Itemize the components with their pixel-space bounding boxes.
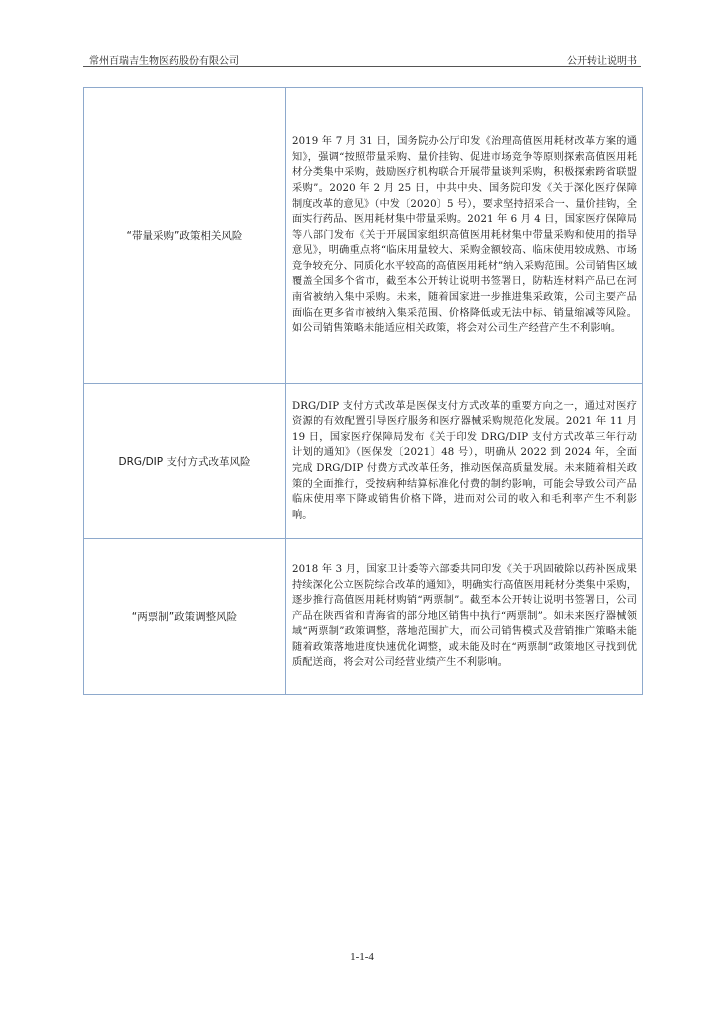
risk-description: 2019 年 7 月 31 日，国务院办公厅印发《治理高值医用耗材改革方案的通知》，强调“按照带量采购、量价挂钩、促进市场竞争等原则探索高值医用耗材分类集中采购，鼓励医疗机构联合开展带量谈判采购，积极探索跨省联盟采购”。2020 年 2 月 25 日，中共中央、国务院印发《关于深化医疗保障制度改革的意见》（中发〔2020〕5 号），要求坚持招采合一、量价挂钩，全面实行药品、医用耗材集中带量采购。2021 年 6 月 4 日，国家医疗保障局等八部门发布《关于开展国家组织高值医用耗材集中带量采购和使用的指导意见》，明确重点将“临床用量较大、采购金额较高、临床使用较成熟、市场竞争较充分、同质化水平较高的高值医用耗材”纳入采购范围。公司销售区域覆盖全国多个省市，截至本公开转让说明书签署日，防粘连材料产品已在河南省被纳入集中采购。未来，随着国家进一步推进集采政策，公司主要产品面临在更多省市被纳入集采范围、价格降低或无法中标、销量缩减等风险。如公司销售策略未能适应相关政策，将会对公司生产经营产生不利影响。 [286, 88, 643, 384]
risk-description: 2018 年 3 月，国家卫计委等六部委共同印发《关于巩固破除以药补医成果持续深化公立医院综合改革的通知》，明确实行高值医用耗材分类集中采购，逐步推行高值医用耗材购销“两票制”。截至本公开转让说明书签署日，公司产品在陕西省和青海省的部分地区销售中执行“两票制”。如未来医疗器械领域“两票制”政策调整，落地范围扩大，而公司销售模式及营销推广策略未能随着政策落地进度快速优化调整，或未能及时在“两票制”政策地区寻找到优质配送商，将会对公司经营业绩产生不利影响。 [286, 539, 643, 695]
page-header [83, 48, 641, 66]
document-type: 公开转让说明书 [567, 56, 637, 67]
risk-name: “带量采购”政策相关风险 [84, 88, 286, 384]
risk-description: DRG/DIP 支付方式改革是医保支付方式改革的重要方向之一，通过对医疗资源的有效配置引导医疗服务和医疗器械采购规范化发展。2021 年 11 月 19 日，国家医疗保障局发布《关于印发 DRG/DIP 支付方式改革三年行动计划的通知》（医保发〔2021〕48 号），明确从 2022 到 2024 年，全面完成 DRG/DIP 付费方式改革任务，推动医保高质量发展。未来随着相关政策的全面推行，受按病种结算标准化付费的制约影响，可能会导致公司产品临床使用率下降或销售价格下降，进而对公司的收入和毛利率产生不利影响。 [286, 384, 643, 539]
risk-table [83, 87, 643, 695]
table-row [84, 384, 643, 539]
risk-name: “两票制”政策调整风险 [84, 539, 286, 695]
page-number: 1-1-4 [350, 951, 374, 963]
table-row [84, 88, 643, 384]
risk-name: DRG/DIP 支付方式改革风险 [84, 384, 286, 539]
header-divider [83, 66, 641, 67]
company-name: 常州百瑞吉生物医药股份有限公司 [89, 56, 239, 67]
table-row [84, 539, 643, 695]
